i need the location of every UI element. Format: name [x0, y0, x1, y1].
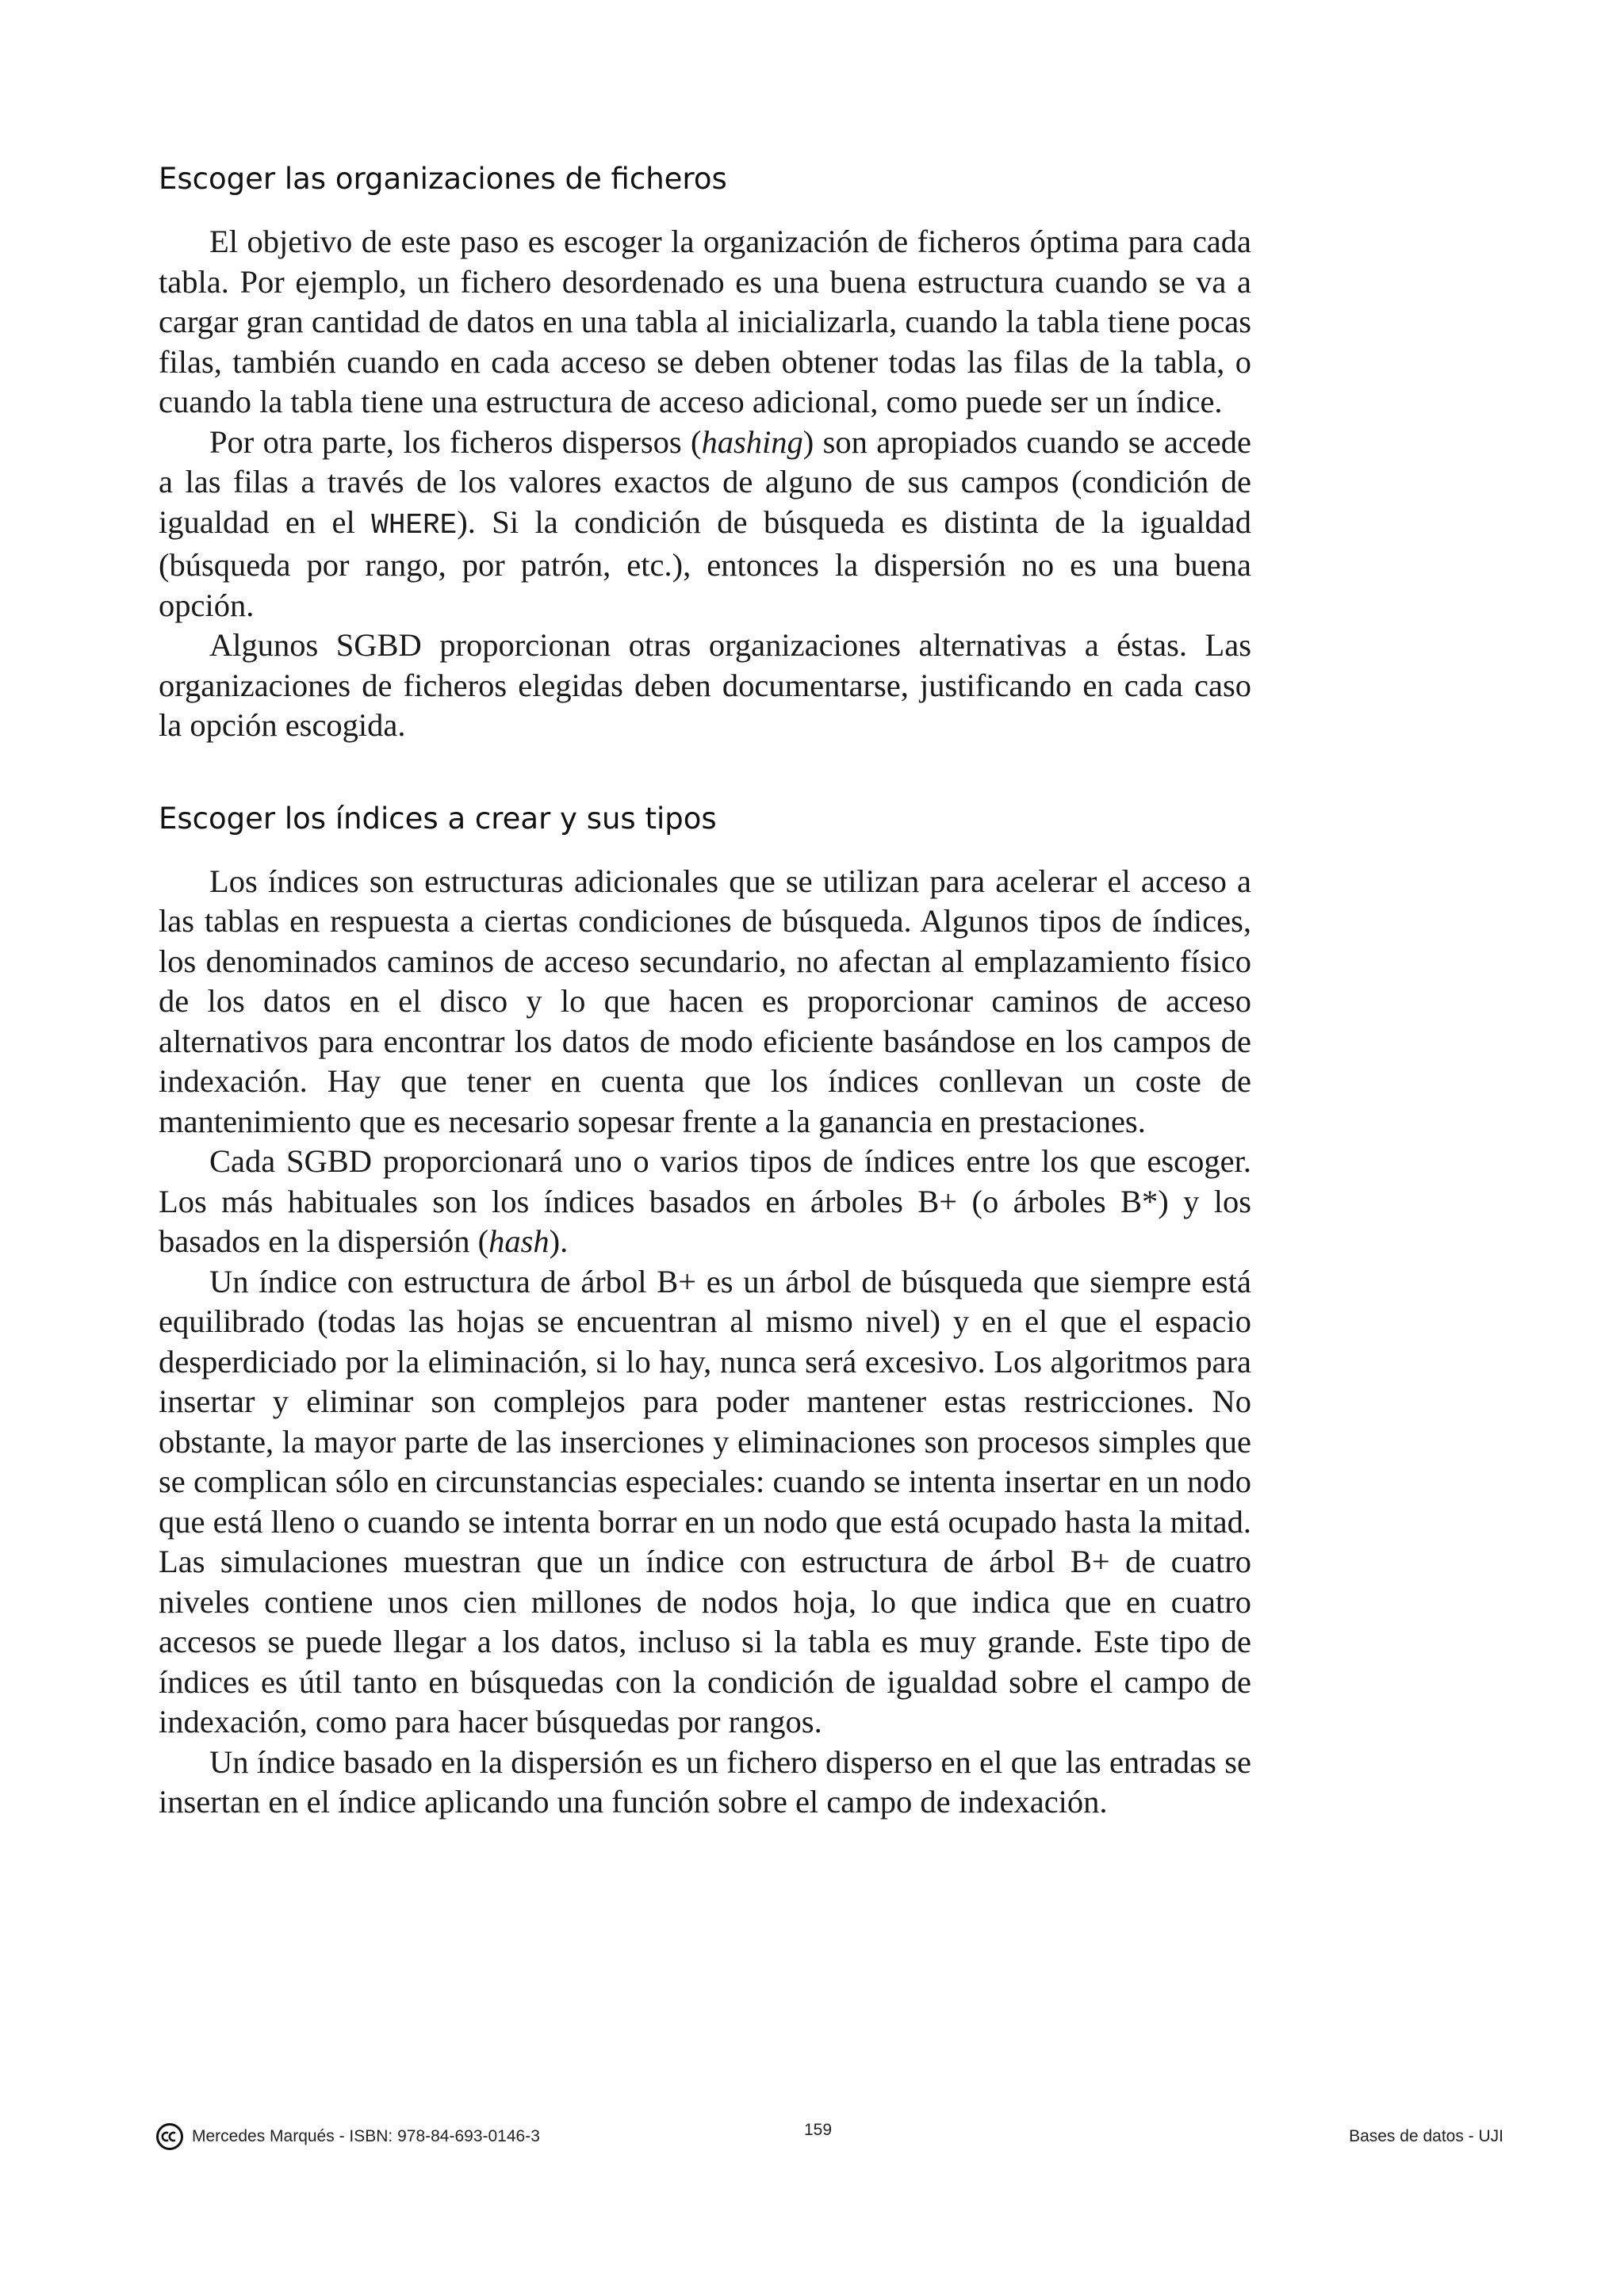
paragraph-text: Los índices son estructuras adicionales que se utilizan para acelerar el acceso a las tablas en respuesta a ciertas condiciones de búsqueda. Algunos tipos de índices, los denominados caminos de acceso secundario, no afectan al emplazamiento físico de los datos en el disco y lo que hacen es proporcionar caminos de acceso alternativos para encontrar los datos de modo eficiente basándose en los campos de indexación. Hay que tener en cuenta que los índices conllevan un coste de mantenimiento que es necesario sopesar frente a la ganancia en prestaciones.	[159, 863, 1251, 1139]
paragraph-text: Algunos SGBD proporcionan otras organizaciones alternativas a éstas. Las organizaciones de ficheros elegidas deben documentarse, justificando en cada caso la opción escogida.	[159, 627, 1251, 743]
footer-book-title: Bases de datos - UJI	[1349, 2127, 1503, 2145]
paragraph-text: El objetivo de este paso es escoger la organización de ficheros óptima para cada tabla. Por ejemplo, un fichero desordenado es una buena estructura cuando se va a cargar gran cantidad de datos en una tabla al inicializarla, cuando la tabla tiene pocas filas, también cuando en cada acceso se deben obtener todas las filas de la tabla, o cuando la tabla tiene una estructura de acceso adicional, como puede ser un índice.	[159, 224, 1251, 419]
paragraph-text: ).	[549, 1223, 569, 1259]
code-keyword: WHERE	[371, 508, 458, 541]
paragraph	[159, 626, 1251, 746]
footer-credit	[155, 2122, 540, 2151]
paragraph-text: Cada SGBD proporcionará uno o varios tipos de índices entre los que escoger. Los más habituales son los índices basados en árboles B+ (o árboles B*) y los basados en la dispersión (	[159, 1143, 1251, 1259]
page-footer	[155, 2121, 1503, 2160]
paragraph	[159, 862, 1251, 1142]
section-heading-indexes: Escoger los índices a crear y sus tipos	[159, 801, 717, 836]
paragraph-text: Un índice basado en la dispersión es un fichero disperso en el que las entradas se insertan en el índice aplicando una función sobre el campo de indexación.	[159, 1743, 1251, 1820]
paragraph	[159, 1743, 1251, 1823]
creative-commons-icon	[155, 2122, 184, 2151]
page-body	[159, 155, 1251, 1823]
italic-term: hashing	[701, 423, 803, 460]
paragraph-text: ) son apropiados cuando se accede a las filas a través de los valores exactos de alguno de sus campos (condición de igualdad en el	[159, 423, 1251, 540]
footer-author-isbn: Mercedes Marqués - ISBN: 978-84-693-0146-3	[192, 2127, 540, 2145]
paragraph	[159, 1262, 1251, 1743]
paragraph-text: Por otra parte, los ficheros dispersos (	[209, 423, 702, 460]
paragraph	[159, 222, 1251, 423]
paragraph-text: Un índice con estructura de árbol B+ es un árbol de búsqueda que siempre está equilibrado (todas las hojas se encuentran al mismo nivel) y en el que el espacio desperdiciado por la eliminación, si lo hay, nunca será excesivo. Los algoritmos para insertar y eliminar son complejos para poder mantener estas restricciones. No obstante, la mayor parte de las inserciones y eliminaciones son procesos simples que se complican sólo en circunstancias especiales: cuando se intenta insertar en un nodo que está lleno o cuando se intenta borrar en un nodo que está ocupado hasta la mitad. Las simulaciones muestran que un índice con estructura de árbol B+ de cuatro niveles contiene unos cien millones de nodos hoja, lo que indica que en cuatro accesos se puede llegar a los datos, incluso si la tabla es muy grande. Este tipo de índices es útil tanto en búsquedas con la condición de igualdad sobre el campo de indexación, como para hacer búsquedas por rangos.	[159, 1263, 1251, 1739]
italic-term: hash	[488, 1223, 550, 1259]
paragraph-text: ). Si la condición de búsqueda es distinta de la igualdad (búsqueda por rango, por patrón, etc.), entonces la dispersión no es una buena opción.	[159, 503, 1251, 623]
section-heading-file-organizations: Escoger las organizaciones de ficheros	[159, 162, 727, 196]
paragraph	[159, 1142, 1251, 1262]
paragraph	[159, 423, 1251, 626]
page-number: 159	[804, 2121, 833, 2139]
